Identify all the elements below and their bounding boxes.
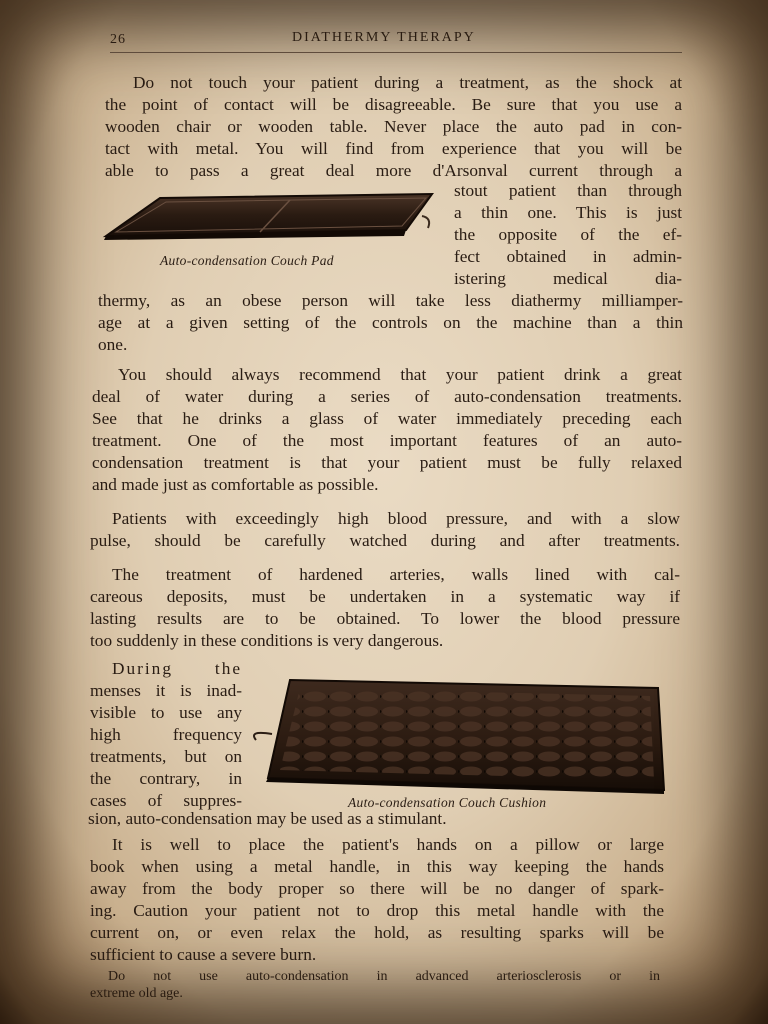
paragraph-metal-handle [90, 834, 664, 966]
text-line: able to pass a great deal more d'Arsonval current through a [105, 161, 682, 180]
text-line: visible to use any [90, 703, 242, 722]
paragraph-patient-contact [105, 72, 682, 182]
text-line: istering medical dia- [454, 269, 682, 288]
couch-pad-caption: Auto-condensation Couch Pad [160, 253, 334, 268]
footnote-line: Do not use auto-condensation in advanced arteriosclerosis or in [108, 969, 660, 984]
text-line: treatments, but on [90, 747, 242, 766]
text-line: a thin one. This is just [454, 203, 682, 222]
paragraph-continuation [98, 290, 683, 356]
text-line: deal of water during a series of auto-condensation treatments. [92, 387, 682, 406]
couch-cushion-illustration [250, 674, 668, 796]
paragraph-water [92, 364, 682, 496]
text-line: current on, or even relax the hold, as resulting sparks will be [90, 923, 664, 942]
couch-cushion-figure [250, 674, 668, 796]
text-line: You should always recommend that your patient drink a great [118, 365, 682, 384]
couch-pad-illustration [100, 186, 440, 248]
text-line: careous deposits, must be undertaken in a systematic way if [90, 587, 680, 606]
text-line: lasting results are to be obtained. To lower the blood pressure [90, 609, 680, 628]
text-line: menses it is inad- [90, 681, 242, 700]
text-line: wooden chair or wooden table. Never place the auto pad in con- [105, 117, 682, 136]
text-line: thermy, as an obese person will take less diathermy milliamper- [98, 291, 683, 310]
paragraph-menses [90, 658, 242, 812]
text-line: age at a given setting of the controls on the machine than a thin [98, 313, 683, 332]
paragraph-arteries [90, 564, 680, 652]
text-line: sufficient to cause a severe burn. [90, 945, 317, 964]
header-rule [110, 52, 682, 53]
text-line: away from the body proper so there will be no danger of spark- [90, 879, 664, 898]
text-line: See that he drinks a glass of water immediately preceding each [92, 409, 682, 428]
text-line: cases of suppres- [90, 791, 242, 810]
text-line: Do not touch your patient during a treatment, as the shock at [133, 73, 682, 92]
paragraph-wrap-text [454, 180, 682, 290]
text-line: During the [112, 659, 242, 678]
text-line: Patients with exceedingly high blood pressure, and with a slow [112, 509, 680, 528]
text-line: one. [98, 335, 128, 354]
text-line: book when using a metal handle, in this way keeping the hands [90, 857, 664, 876]
paragraph-menses-continuation [88, 808, 568, 830]
text-line: fect obtained in admin- [454, 247, 682, 266]
text-line: sion, auto-condensation may be used as a stimulant. [88, 809, 447, 828]
couch-pad-figure [100, 186, 440, 248]
text-line: pulse, should be carefully watched during and after treatments. [90, 531, 680, 550]
page-number: 26 [110, 32, 126, 47]
text-line: tact with metal. You will find from experience that you will be [105, 139, 682, 158]
page-header [110, 30, 682, 52]
text-line: ing. Caution your patient not to drop this metal handle with the [90, 901, 664, 920]
running-head: DIATHERMY THERAPY [292, 30, 476, 45]
text-line: the opposite of the ef- [454, 225, 682, 244]
text-line: treatment. One of the most important features of an auto- [92, 431, 682, 450]
text-line: and made just as comfortable as possible. [92, 475, 379, 494]
footnote-line: extreme old age. [90, 986, 183, 1001]
footnote [90, 968, 660, 1002]
text-line: It is well to place the patient's hands on a pillow or large [112, 835, 664, 854]
text-line: too suddenly in these conditions is very dangerous. [90, 631, 444, 650]
text-line: the point of contact will be disagreeable. Be sure that you use a [105, 95, 682, 114]
paragraph-blood-pressure [90, 508, 680, 552]
text-line: condensation treatment is that your patient must be fully relaxed [92, 453, 682, 472]
text-line: The treatment of hardened arteries, walls lined with cal- [112, 565, 680, 584]
couch-cushion-caption: Auto-condensation Couch Cushion [348, 795, 547, 810]
text-line: the contrary, in [90, 769, 242, 788]
text-line: high frequency [90, 725, 242, 744]
text-line: stout patient than through [454, 181, 682, 200]
